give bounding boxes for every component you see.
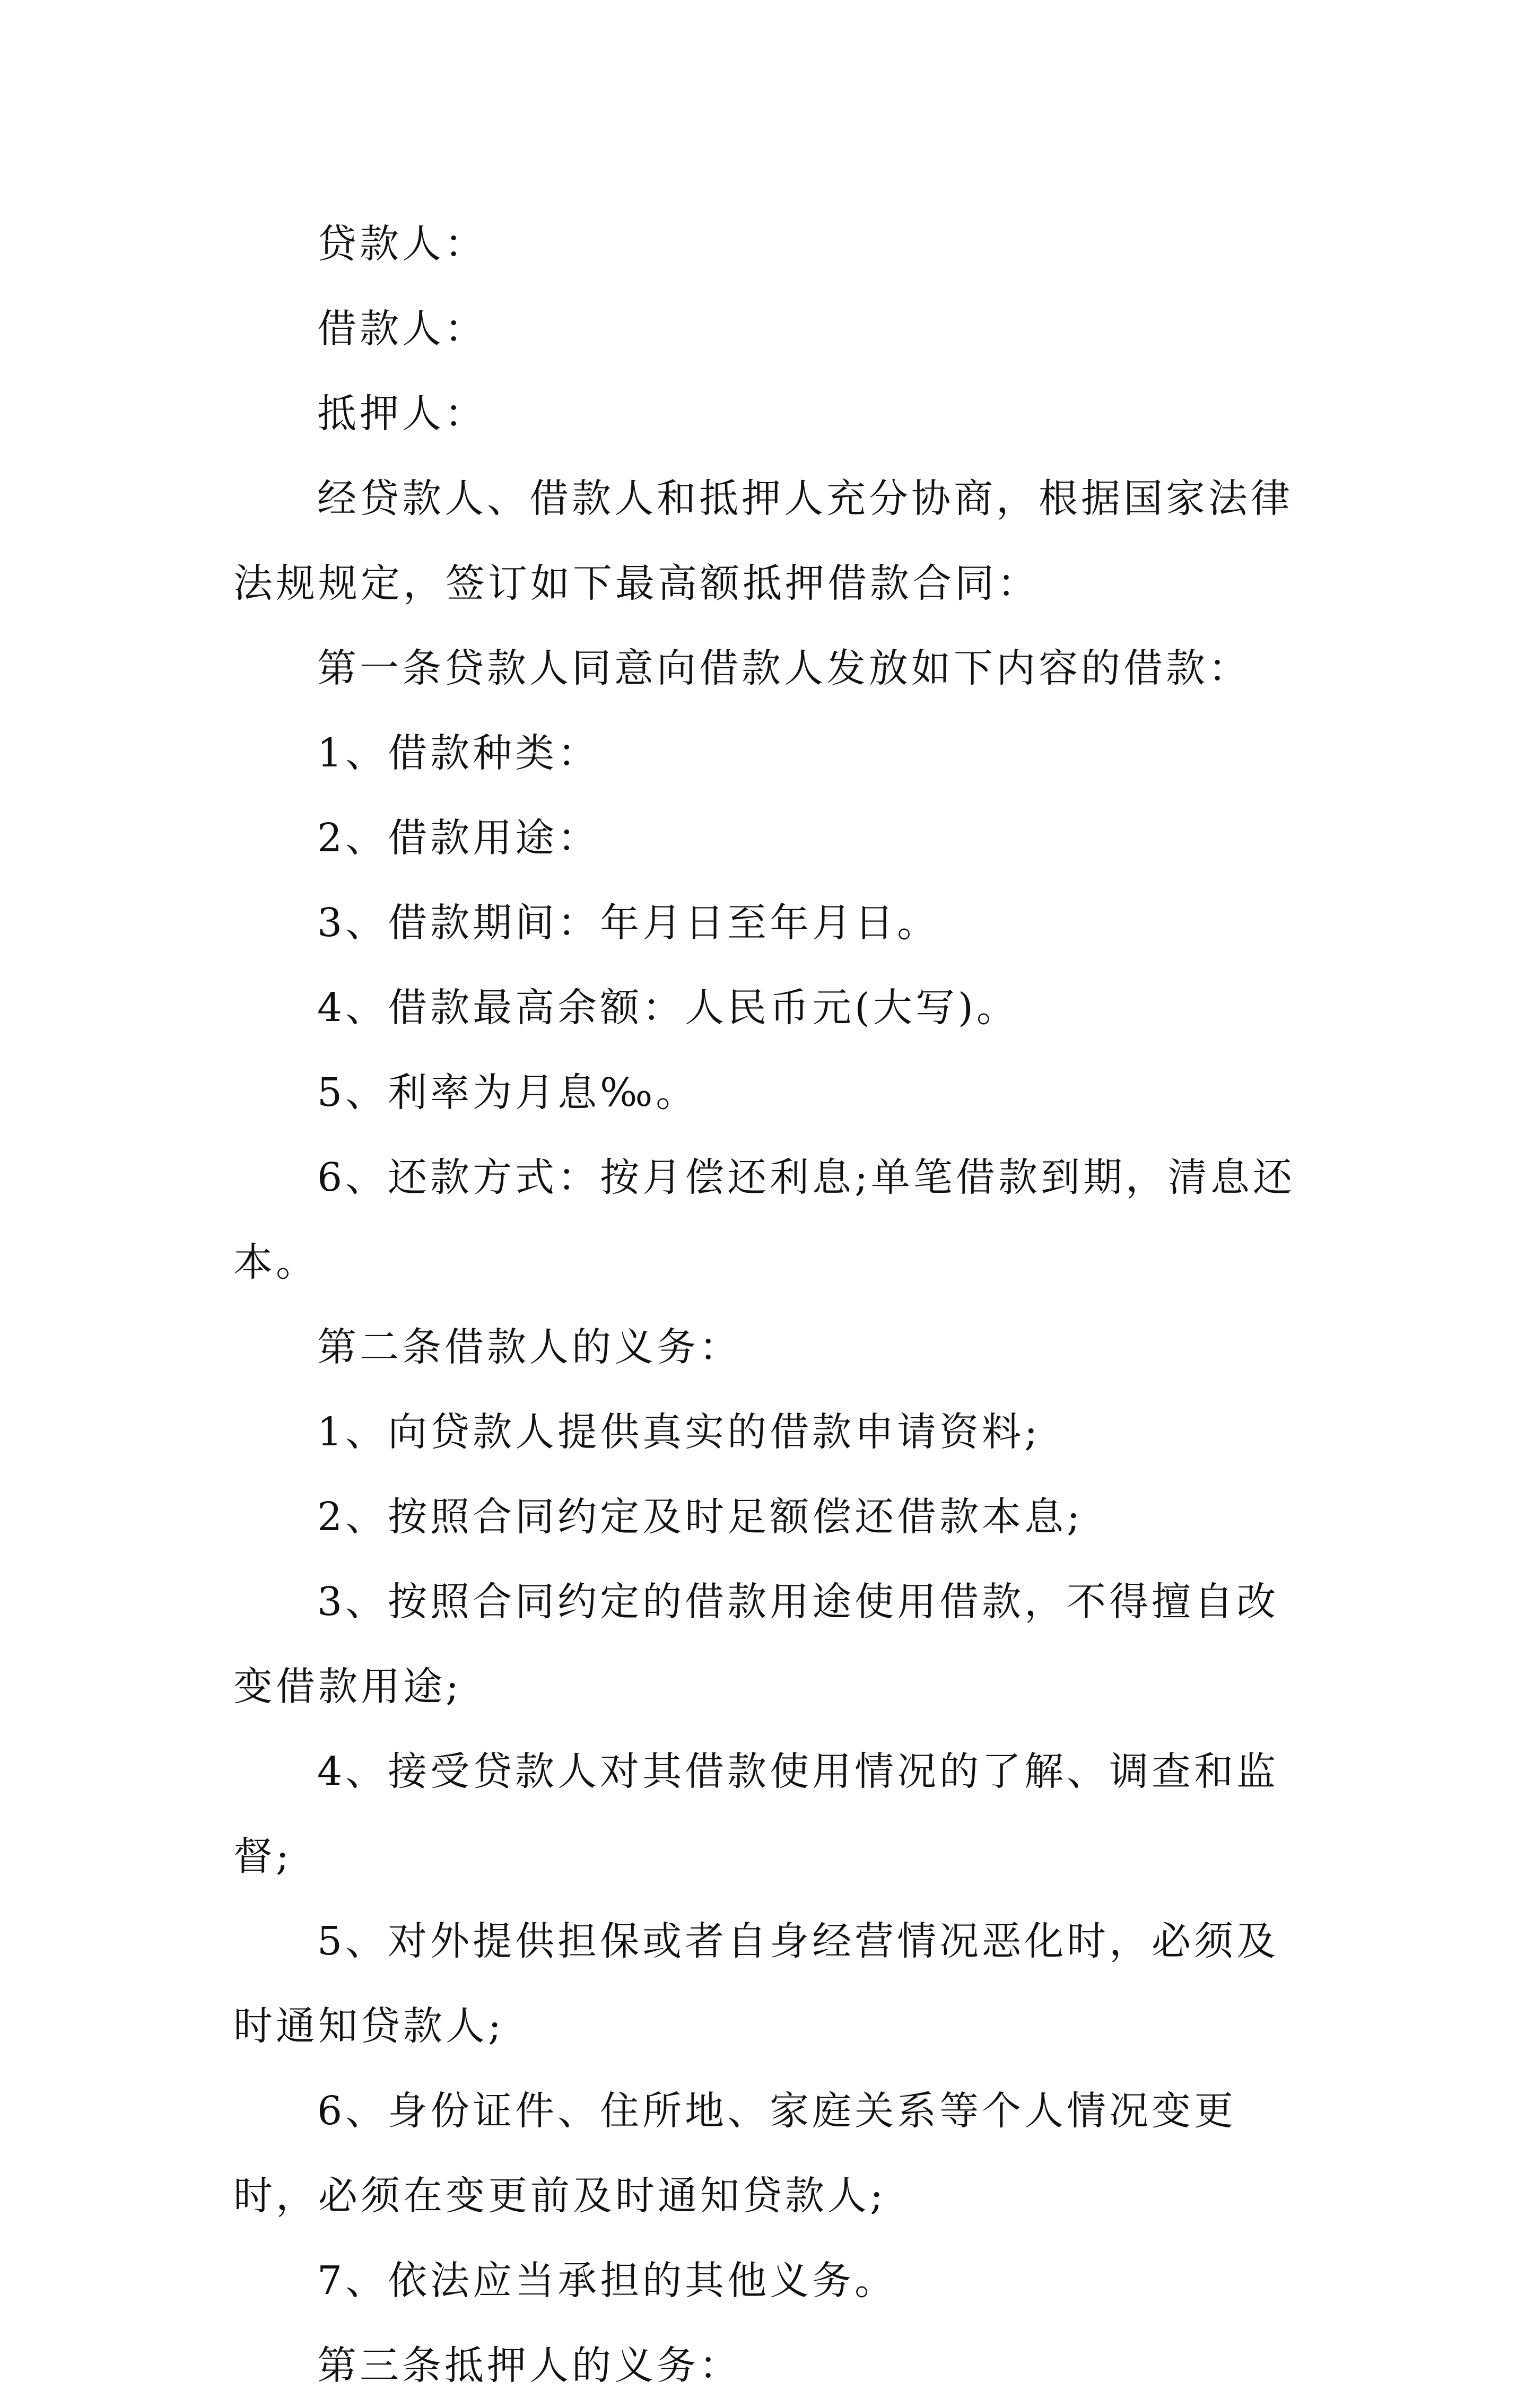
lender-line: 贷款人： — [317, 221, 487, 267]
article-2-item-3: 3、按照合同约定的借款用途使用借款，不得擅自改变借款用途; — [233, 1579, 1279, 1709]
borrower-line: 借款人： — [317, 306, 487, 352]
article-2-item-4: 4、接受贷款人对其借款使用情况的了解、调查和监督; — [233, 1749, 1279, 1879]
article-2-item-7: 7、依法应当承担的其他义务。 — [317, 2258, 897, 2304]
article-1-item-2: 2、借款用途： — [317, 815, 600, 861]
mortgagor-line: 抵押人： — [317, 391, 487, 437]
article-2-heading: 第二条借款人的义务： — [317, 1324, 742, 1370]
article-1-item-4: 4、借款最高余额：人民币元(大写)。 — [317, 985, 1019, 1031]
article-1-item-1: 1、借款种类： — [317, 730, 600, 776]
article-1-item-3: 3、借款期间：年月日至年月日。 — [317, 900, 940, 946]
article-1-item-5: 5、利率为月息‰。 — [317, 1070, 699, 1115]
preamble-paragraph: 经贷款人、借款人和抵押人充分协商，根据国家法律法规规定，签订如下最高额抵押借款合同： — [233, 476, 1293, 606]
article-1-item-6: 6、还款方式：按月偿还利息;单笔借款到期，清息还本。 — [233, 1155, 1296, 1285]
document-body — [233, 202, 1305, 2408]
article-2-item-2: 2、按照合同约定及时足额偿还借款本息; — [317, 1494, 1084, 1540]
article-2-item-1: 1、向贷款人提供真实的借款申请资料; — [317, 1409, 1041, 1455]
article-3-heading: 第三条抵押人的义务： — [317, 2343, 742, 2388]
article-2-item-6: 6、身份证件、住所地、家庭关系等个人情况变更时，必须在变更前及时通知贷款人; — [233, 2088, 1237, 2219]
article-1-heading: 第一条贷款人同意向借款人发放如下内容的借款： — [317, 645, 1251, 691]
article-2-item-5: 5、对外提供担保或者自身经营情况恶化时，必须及时通知贷款人; — [233, 1918, 1279, 2049]
